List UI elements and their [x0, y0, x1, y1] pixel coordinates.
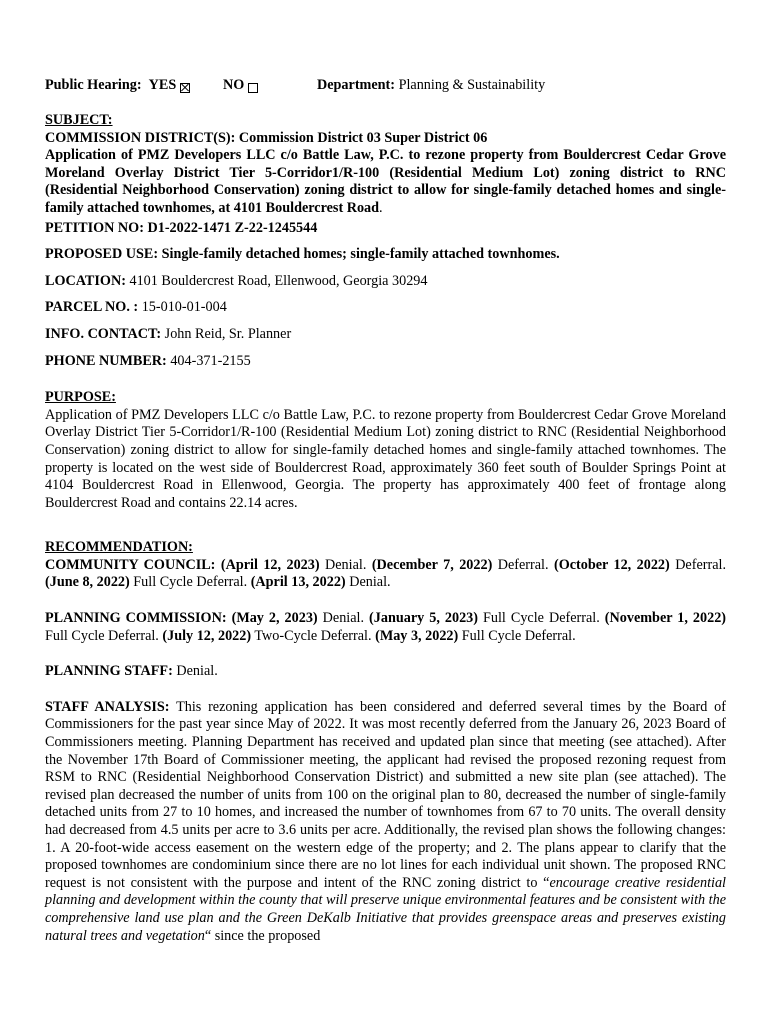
- planning-staff-label: PLANNING STAFF:: [45, 663, 173, 680]
- pc-result-3: Full Cycle Deferral.: [45, 627, 163, 644]
- document-page: [45, 74, 726, 945]
- planning-commission-recommendation: [45, 610, 726, 645]
- yes-checkbox[interactable]: [180, 83, 190, 93]
- cc-result-1: Denial.: [319, 556, 372, 573]
- cc-result-2: Deferral.: [492, 556, 554, 573]
- pc-date-2: (January 5, 2023): [369, 610, 478, 627]
- purpose-text: Application of PMZ Developers LLC c/o Battle Law, P.C. to rezone property from Bouldercrest Cedar Grove Moreland Overlay District Tier 5-Corridor1/R-100 (Residential Medium Lot) zoning district to RNC (Residential Neighborhood Conservation) zoning district to allow for single-family detached homes and single-family attached townhomes. The property is located on the west side of Bouldercrest Road, approximately 360 feet south of Boulder Springs Point at 4104 Bouldercrest Road in Ellenwood, Georgia. The property has approximately 400 feet of frontage along Bouldercrest Road and contains 22.14 acres.: [45, 406, 726, 511]
- recommendation-heading: RECOMMENDATION:: [45, 539, 193, 556]
- subject-application-end: .: [379, 199, 383, 216]
- phone-row: [45, 353, 726, 371]
- no-field: [223, 77, 258, 95]
- header-row: [45, 74, 726, 96]
- pc-result-2: Full Cycle Deferral.: [477, 610, 605, 627]
- parcel-label: PARCEL NO. :: [45, 299, 139, 316]
- department-label: Department:: [317, 77, 396, 93]
- petition-number: PETITION NO: D1-2022-1471 Z-22-1245544: [45, 219, 318, 236]
- yes-label: YES: [148, 77, 177, 93]
- contact-row: [45, 326, 726, 344]
- cc-result-5: Denial.: [345, 574, 391, 591]
- phone-label: PHONE NUMBER:: [45, 352, 167, 369]
- subject-application-text: Application of PMZ Developers LLC c/o Battle Law, P.C. to rezone property from Bouldercrest Cedar Grove Moreland Overlay District Tier 5-Corridor1/R-100 (Residential Medium Lot) zoning district to RNC (Residential Neighborhood Conservation) zoning district to allow for single-family detached homes and single-family attached townhomes, at 4101 Bouldercrest Road: [45, 147, 726, 216]
- no-checkbox[interactable]: [248, 83, 258, 93]
- staff-analysis: [45, 699, 726, 945]
- staff-analysis-quote: encourage creative residential planning and development within the county that will preserve unique environmental features and be consistent with the comprehensive land use plan and the Green DeKalb Initiative that provides greenspace areas and preserves existing natural trees and vegetation: [45, 874, 726, 944]
- commission-districts: COMMISSION DISTRICT(S): Commission District 03 Super District 06: [45, 129, 488, 146]
- pc-result-4: Two-Cycle Deferral.: [251, 627, 376, 644]
- cc-result-4: Full Cycle Deferral.: [129, 574, 251, 591]
- location-value: 4101 Bouldercrest Road, Ellenwood, Georgia 30294: [129, 272, 428, 289]
- contact-label: INFO. CONTACT:: [45, 325, 162, 342]
- proposed-use: PROPOSED USE: Single-family detached homes; single-family attached townhomes.: [45, 246, 560, 263]
- parcel-value: 15-010-01-004: [141, 299, 227, 316]
- subject-application: [45, 147, 726, 217]
- public-hearing-field: [45, 77, 190, 95]
- cc-date-3: (October 12, 2022): [553, 556, 670, 573]
- department-value: Planning & Sustainability: [398, 77, 546, 93]
- department-field: [317, 77, 545, 95]
- contact-value: John Reid, Sr. Planner: [164, 325, 292, 342]
- cc-date-1: (April 12, 2023): [220, 556, 320, 573]
- pc-date-5: (May 3, 2022): [375, 627, 459, 644]
- purpose-heading: PURPOSE:: [45, 389, 116, 406]
- location-row: [45, 273, 726, 291]
- community-council-recommendation: [45, 557, 726, 592]
- no-label: NO: [223, 77, 245, 93]
- community-council-label: COMMUNITY COUNCIL:: [45, 556, 216, 573]
- pc-result-5: Full Cycle Deferral.: [458, 627, 576, 644]
- cc-result-3: Deferral.: [669, 556, 726, 573]
- location-label: LOCATION:: [45, 272, 126, 289]
- planning-commission-label: PLANNING COMMISSION:: [45, 610, 227, 627]
- staff-analysis-label: STAFF ANALYSIS:: [45, 698, 170, 715]
- pc-date-3: (November 1, 2022): [604, 610, 727, 627]
- pc-result-1: Denial.: [317, 610, 370, 627]
- pc-date-4: (July 12, 2022): [162, 627, 252, 644]
- cc-date-2: (December 7, 2022): [371, 556, 493, 573]
- subject-heading: SUBJECT:: [45, 112, 113, 128]
- planning-staff-value: Denial.: [176, 663, 218, 680]
- planning-staff-row: [45, 663, 726, 681]
- parcel-row: [45, 299, 726, 317]
- staff-analysis-text: This rezoning application has been considered and deferred several times by the Board of Commissioners for the past year since May of 2022. It was most recently deferred from the January 26, 2023 Board of Commissioners meeting. Planning Department has received and updated plan since that meeting (see attached). After the November 17th Board of Commissioner meeting, the applicant had revised the proposed rezoning request from RSM to RNC (Residential Neighborhood Conservation District) and submitted a new site plan (see attached). The revised plan decreased the number of units from 100 on the original plan to 80, decreased the number of single-family detached units from 27 to 10 homes, and increased the number of townhomes from 67 to 70 units. The overall density had decreased from 4.5 units per acre to 3.6 units per acre. Additionally, the revised plan shows the following changes: 1. A 20-foot-wide access easement on the western edge of the property; and 2. The plans appear to clarify that the proposed townhomes are condominium since there are no lot lines for each individual unit shown. The proposed RNC request is not consistent with the purpose and intent of the RNC zoning district to “: [45, 698, 726, 891]
- staff-analysis-after-quote: “ since the proposed: [204, 927, 321, 944]
- cc-date-4: (June 8, 2022): [45, 574, 130, 591]
- public-hearing-label: Public Hearing:: [45, 77, 142, 93]
- cc-date-5: (April 13, 2022): [250, 574, 346, 591]
- phone-value: 404-371-2155: [170, 352, 251, 369]
- pc-date-1: (May 2, 2023): [231, 610, 318, 627]
